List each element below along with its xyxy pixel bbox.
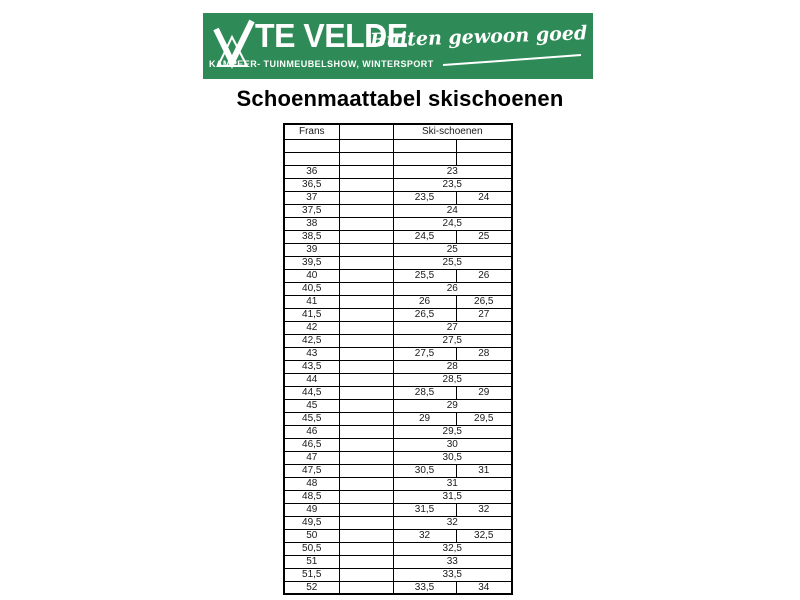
ski-size-cell: 25,5 (393, 256, 512, 269)
table-row (284, 555, 512, 568)
col-header-spacer (339, 124, 393, 139)
ski-size-cell-max: 34 (456, 581, 512, 594)
ski-size-cell-max: 32,5 (456, 529, 512, 542)
ski-size-cell: 26 (393, 282, 512, 295)
spacer-cell (339, 308, 393, 321)
ski-size-cell: 24,5 (393, 217, 512, 230)
spacer-cell (339, 568, 393, 581)
table-row (284, 256, 512, 269)
table-row (284, 438, 512, 451)
table-row (284, 178, 512, 191)
table-row (284, 308, 512, 321)
table-row (284, 581, 512, 594)
spacer-cell (339, 516, 393, 529)
ski-size-cell: 30,5 (393, 451, 512, 464)
ski-size-cell: 33 (393, 555, 512, 568)
ski-size-cell-min: 31,5 (393, 503, 456, 516)
table-row (284, 477, 512, 490)
spacer-cell (339, 412, 393, 425)
frans-size-cell: 50 (284, 529, 339, 542)
table-row (284, 386, 512, 399)
ski-size-cell: 28,5 (393, 373, 512, 386)
frans-size-cell: 46 (284, 425, 339, 438)
ski-size-cell: 23,5 (393, 178, 512, 191)
spacer-cell (339, 217, 393, 230)
spacer-cell (339, 581, 393, 594)
ski-size-cell-min: 26,5 (393, 308, 456, 321)
table-row (284, 321, 512, 334)
frans-size-cell: 44 (284, 373, 339, 386)
table-row (284, 282, 512, 295)
table-row (284, 360, 512, 373)
table-row (284, 425, 512, 438)
ski-size-cell: 25 (393, 243, 512, 256)
ski-size-cell-max: 29 (456, 386, 512, 399)
frans-size-cell: 37 (284, 191, 339, 204)
frans-size-cell: 42,5 (284, 334, 339, 347)
table-row (284, 191, 512, 204)
spacer-cell (339, 542, 393, 555)
spacer-cell (339, 555, 393, 568)
table-row (284, 464, 512, 477)
spacer-cell (339, 399, 393, 412)
table-row (284, 269, 512, 282)
spacer-cell (339, 529, 393, 542)
ski-size-cell-max: 25 (456, 230, 512, 243)
brand-name: TE VELDE (255, 17, 408, 54)
table-row (284, 204, 512, 217)
ski-size-cell-max: 28 (456, 347, 512, 360)
ski-size-cell-min: 24,5 (393, 230, 456, 243)
spacer-cell (339, 425, 393, 438)
spacer-cell (339, 464, 393, 477)
spacer-cell (339, 230, 393, 243)
ski-size-cell: 24 (393, 204, 512, 217)
size-table (283, 123, 513, 595)
frans-size-cell: 52 (284, 581, 339, 594)
frans-size-cell: 40 (284, 269, 339, 282)
empty-cell (339, 139, 393, 152)
frans-size-cell: 43,5 (284, 360, 339, 373)
frans-size-cell: 45 (284, 399, 339, 412)
frans-size-cell: 45,5 (284, 412, 339, 425)
frans-size-cell: 36,5 (284, 178, 339, 191)
ski-size-cell-max: 26,5 (456, 295, 512, 308)
frans-size-cell: 39,5 (284, 256, 339, 269)
frans-size-cell: 39 (284, 243, 339, 256)
spacer-cell (339, 204, 393, 217)
table-row (284, 490, 512, 503)
spacer-cell (339, 503, 393, 516)
frans-size-cell: 38 (284, 217, 339, 230)
ski-size-cell-max: 31 (456, 464, 512, 477)
spacer-cell (339, 243, 393, 256)
table-row (284, 516, 512, 529)
frans-size-cell: 46,5 (284, 438, 339, 451)
ski-size-cell: 32 (393, 516, 512, 529)
empty-row (284, 139, 512, 152)
frans-size-cell: 44,5 (284, 386, 339, 399)
empty-cell (456, 152, 512, 165)
ski-size-cell: 33,5 (393, 568, 512, 581)
spacer-cell (339, 256, 393, 269)
ski-size-cell: 29 (393, 399, 512, 412)
ski-size-cell-max: 29,5 (456, 412, 512, 425)
table-row (284, 503, 512, 516)
frans-size-cell: 37,5 (284, 204, 339, 217)
spacer-cell (339, 347, 393, 360)
spacer-cell (339, 360, 393, 373)
table-row (284, 230, 512, 243)
empty-cell (393, 139, 456, 152)
frans-size-cell: 49 (284, 503, 339, 516)
frans-size-cell: 41 (284, 295, 339, 308)
frans-size-cell: 38,5 (284, 230, 339, 243)
table-row (284, 295, 512, 308)
col-header-ski: Ski-schoenen (393, 124, 512, 139)
ski-size-cell-min: 27,5 (393, 347, 456, 360)
spacer-cell (339, 386, 393, 399)
ski-size-cell-min: 33,5 (393, 581, 456, 594)
table-row (284, 334, 512, 347)
ski-size-cell: 28 (393, 360, 512, 373)
frans-size-cell: 36 (284, 165, 339, 178)
frans-size-cell: 43 (284, 347, 339, 360)
spacer-cell (339, 269, 393, 282)
frans-size-cell: 51,5 (284, 568, 339, 581)
table-row (284, 165, 512, 178)
empty-row (284, 152, 512, 165)
empty-cell (456, 139, 512, 152)
spacer-cell (339, 373, 393, 386)
ski-size-cell-min: 29 (393, 412, 456, 425)
spacer-cell (339, 321, 393, 334)
ski-size-cell-max: 27 (456, 308, 512, 321)
table-row (284, 243, 512, 256)
size-table-body (284, 139, 512, 594)
empty-cell (284, 139, 339, 152)
frans-size-cell: 50,5 (284, 542, 339, 555)
spacer-cell (339, 451, 393, 464)
slogan-underline-swoosh (441, 53, 583, 67)
frans-size-cell: 51 (284, 555, 339, 568)
ski-size-cell-min: 26 (393, 295, 456, 308)
header-row (284, 124, 512, 139)
table-row (284, 347, 512, 360)
frans-size-cell: 47 (284, 451, 339, 464)
ski-size-cell-max: 24 (456, 191, 512, 204)
ski-size-cell-min: 30,5 (393, 464, 456, 477)
table-row (284, 542, 512, 555)
ski-size-cell-max: 32 (456, 503, 512, 516)
table-row (284, 412, 512, 425)
ski-size-cell: 27,5 (393, 334, 512, 347)
table-row (284, 451, 512, 464)
ski-size-cell: 30 (393, 438, 512, 451)
spacer-cell (339, 178, 393, 191)
frans-size-cell: 49,5 (284, 516, 339, 529)
brand-subtitle: KAMPEER- TUINMEUBELSHOW, WINTERSPORT (209, 59, 434, 69)
spacer-cell (339, 191, 393, 204)
frans-size-cell: 40,5 (284, 282, 339, 295)
frans-size-cell: 48,5 (284, 490, 339, 503)
brand-banner (203, 13, 593, 79)
spacer-cell (339, 165, 393, 178)
spacer-cell (339, 490, 393, 503)
ski-size-cell: 31 (393, 477, 512, 490)
frans-size-cell: 41,5 (284, 308, 339, 321)
ski-size-cell: 23 (393, 165, 512, 178)
ski-size-cell: 32,5 (393, 542, 512, 555)
frans-size-cell: 47,5 (284, 464, 339, 477)
ski-size-cell-min: 28,5 (393, 386, 456, 399)
table-row (284, 217, 512, 230)
spacer-cell (339, 438, 393, 451)
empty-cell (284, 152, 339, 165)
empty-cell (339, 152, 393, 165)
spacer-cell (339, 282, 393, 295)
table-row (284, 568, 512, 581)
ski-size-cell-min: 23,5 (393, 191, 456, 204)
spacer-cell (339, 295, 393, 308)
ski-size-cell: 31,5 (393, 490, 512, 503)
spacer-cell (339, 477, 393, 490)
ski-size-cell-min: 25,5 (393, 269, 456, 282)
col-header-frans: Frans (284, 124, 339, 139)
spacer-cell (339, 334, 393, 347)
ski-size-cell-max: 26 (456, 269, 512, 282)
table-row (284, 399, 512, 412)
table-row (284, 373, 512, 386)
ski-size-cell-min: 32 (393, 529, 456, 542)
frans-size-cell: 42 (284, 321, 339, 334)
ski-size-cell: 29,5 (393, 425, 512, 438)
table-row (284, 529, 512, 542)
page-title: Schoenmaattabel skischoenen (236, 86, 564, 111)
ski-size-cell: 27 (393, 321, 512, 334)
empty-cell (393, 152, 456, 165)
frans-size-cell: 48 (284, 477, 339, 490)
brand-slogan: Buiten gewoon goed (369, 22, 588, 52)
